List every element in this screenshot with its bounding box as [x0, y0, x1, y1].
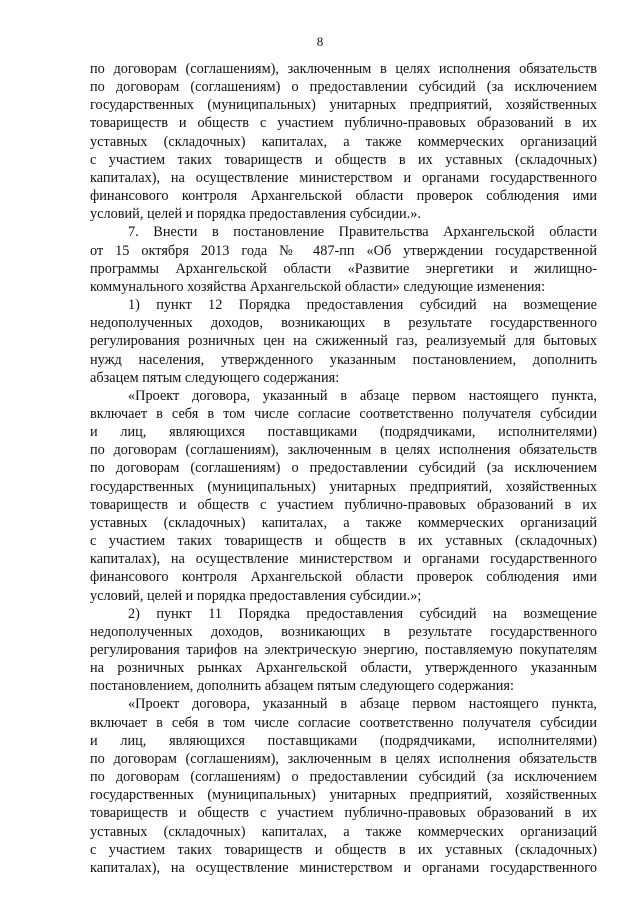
- text-line: по договорам (соглашениям), заключенным в целях исполнения обязательств: [90, 750, 597, 767]
- text-line: уставных (складочных) капиталах, а также коммерческих организаций: [90, 823, 597, 840]
- text-line: 1) пункт 12 Порядка предоставления субсидий на возмещение: [128, 297, 597, 314]
- text-line: 2) пункт 11 Порядка предоставления субсидий на возмещение: [128, 605, 597, 622]
- page-number: 8: [316, 34, 324, 49]
- paragraph-p2: [90, 223, 597, 296]
- text-line: с участием таких товариществ и обществ в их уставных (складочных): [90, 151, 597, 168]
- text-line: товариществ и обществ с участием публично-правовых образований в их: [90, 115, 597, 132]
- text-line: уставных (складочных) капиталах, а также коммерческих организаций: [90, 133, 597, 150]
- text-line: 7. Внести в постановление Правительства Архангельской области: [128, 224, 597, 241]
- text-line: «Проект договора, указанный в абзаце первом настоящего пункта,: [128, 696, 597, 713]
- text-line: недополученных доходов, возникающих в результате государственного: [90, 623, 597, 640]
- text-line: по договорам (соглашениям), заключенным в целях исполнения обязательств: [90, 442, 597, 459]
- text-line: финансового контроля Архангельской области проверок соблюдения ими: [90, 569, 597, 586]
- text-line: по договорам (соглашениям), заключенным в целях исполнения обязательств: [90, 61, 597, 77]
- text-line: программы Архангельской области «Развитие энергетики и жилищно-: [90, 260, 597, 277]
- paragraph-p3: [90, 296, 597, 387]
- paragraph-p5: [90, 605, 597, 696]
- text-line: на розничных рынках Архангельской области, утвержденного указанным: [90, 660, 597, 677]
- paragraph-p4: [90, 387, 597, 605]
- text-line: товариществ и обществ с участием публично-правовых образований в их: [90, 805, 597, 822]
- text-line: включает в себя в том числе согласие соответственно получателя субсидии: [90, 405, 597, 422]
- text-line: абзацем пятым следующего содержания:: [90, 369, 340, 386]
- text-line: регулирования розничных цен на сжиженный газ, реализуемый для бытовых: [90, 333, 597, 350]
- paragraph-p1: [90, 60, 597, 223]
- text-line: по договорам (соглашениям) о предоставлении субсидий (за исключением: [90, 769, 597, 786]
- document-body: [90, 60, 597, 877]
- text-line: по договорам (соглашениям) о предоставлении субсидий (за исключением: [90, 460, 597, 477]
- text-line: государственных (муниципальных) унитарных предприятий, хозяйственных: [90, 97, 597, 114]
- text-line: постановлением, дополнить абзацем пятым следующего содержания:: [90, 678, 514, 695]
- text-line: коммунального хозяйства Архангельской области» следующие изменения:: [90, 278, 546, 295]
- text-line: капиталах), на осуществление министерством и органами государственного: [90, 859, 597, 876]
- text-line: нужд населения, утвержденного указанным постановлением, дополнить: [90, 351, 597, 368]
- text-line: государственных (муниципальных) унитарных предприятий, хозяйственных: [90, 478, 597, 495]
- text-line: с участием таких товариществ и обществ в их уставных (складочных): [90, 533, 597, 550]
- text-line: недополученных доходов, возникающих в результате государственного: [90, 315, 597, 332]
- text-line: включает в себя в том числе согласие соответственно получателя субсидии: [90, 714, 597, 731]
- text-line: капиталах), на осуществление министерством и органами государственного: [90, 169, 597, 186]
- paragraph-p6: [90, 695, 597, 877]
- text-line: и лиц, являющихся поставщиками (подрядчиками, исполнителями): [90, 732, 597, 749]
- text-line: государственных (муниципальных) унитарных предприятий, хозяйственных: [90, 787, 597, 804]
- text-line: по договорам (соглашениям) о предоставлении субсидий (за исключением: [90, 79, 597, 96]
- text-line: товариществ и обществ с участием публично-правовых образований в их: [90, 496, 597, 513]
- text-line: капиталах), на осуществление министерством и органами государственного: [90, 551, 597, 568]
- text-line: условий, целей и порядка предоставления субсидии.»;: [90, 587, 422, 604]
- text-line: от 15 октября 2013 года № 487-пп «Об утверждении государственной: [90, 242, 597, 259]
- text-line: и лиц, являющихся поставщиками (подрядчиками, исполнителями): [90, 424, 597, 441]
- text-line: «Проект договора, указанный в абзаце первом настоящего пункта,: [128, 387, 597, 404]
- text-line: регулирования тарифов на электрическую энергию, поставляемую покупателям: [90, 642, 597, 658]
- text-line: финансового контроля Архангельской области проверок соблюдения ими: [90, 188, 597, 205]
- text-line: уставных (складочных) капиталах, а также коммерческих организаций: [90, 514, 597, 531]
- text-line: условий, целей и порядка предоставления субсидии.».: [90, 206, 421, 223]
- text-line: с участием таких товариществ и обществ в их уставных (складочных): [90, 841, 597, 858]
